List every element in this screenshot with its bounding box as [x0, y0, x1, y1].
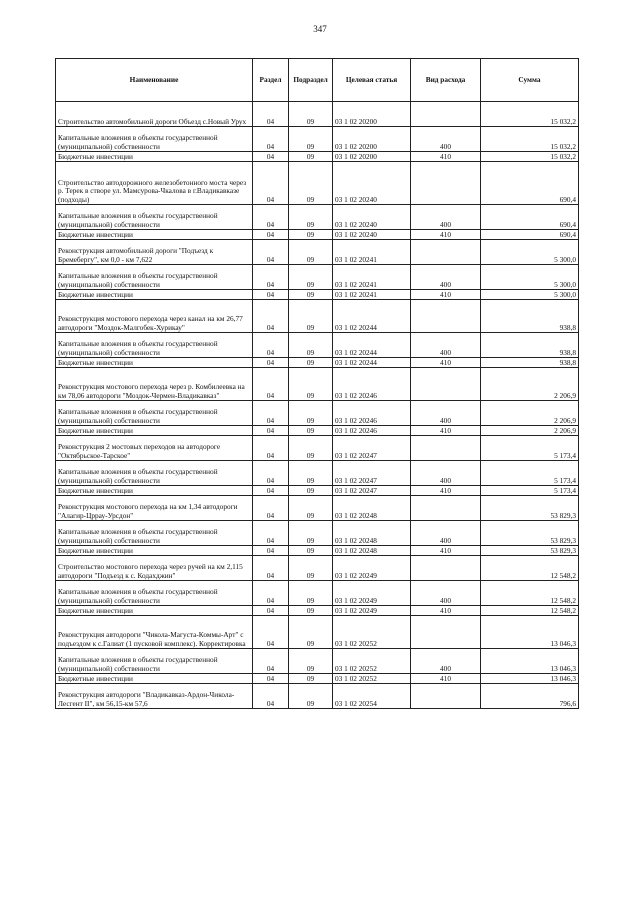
- row-subsection-cell: 09: [289, 486, 333, 496]
- row-expense-type-cell: [411, 436, 481, 461]
- row-subsection-cell: 09: [289, 368, 333, 401]
- row-name-cell: Реконструкция автомобильной дороги "Подъезд к Бремебергу", км 0,0 - км 7,622: [56, 240, 253, 265]
- row-expense-type-cell: [411, 300, 481, 333]
- row-article-cell: 03 1 02 20241: [333, 290, 411, 300]
- table-row: [56, 496, 579, 521]
- table-row: [56, 426, 579, 436]
- row-section-cell: 04: [253, 581, 289, 606]
- row-sum-cell: 690,4: [481, 205, 579, 230]
- table-row: [56, 127, 579, 152]
- row-section-cell: 04: [253, 436, 289, 461]
- row-subsection-cell: 09: [289, 333, 333, 358]
- row-name-cell: Строительство автодорожного железобетонного моста через р. Терек в створе ул. Мамсурова-Чкалова в г.Владикавказе (подходы): [56, 162, 253, 205]
- row-sum-cell: 13 046,3: [481, 649, 579, 674]
- table-row: [56, 674, 579, 684]
- row-article-cell: 03 1 02 20200: [333, 127, 411, 152]
- row-subsection-cell: 09: [289, 521, 333, 546]
- row-section-cell: 04: [253, 333, 289, 358]
- row-expense-type-cell: [411, 684, 481, 709]
- table-row: [56, 461, 579, 486]
- table-row: [56, 358, 579, 368]
- row-article-cell: 03 1 02 20200: [333, 152, 411, 162]
- row-expense-type-cell: 410: [411, 358, 481, 368]
- row-expense-type-cell: 400: [411, 521, 481, 546]
- row-name-cell: Капитальные вложения в объекты государственной (муниципальной) собственности: [56, 521, 253, 546]
- row-section-cell: 04: [253, 162, 289, 205]
- table-row: [56, 616, 579, 649]
- table-row: [56, 581, 579, 606]
- table-body: [56, 102, 579, 709]
- row-section-cell: 04: [253, 486, 289, 496]
- row-name-cell: Строительство мостового перехода через ручей на км 2,115 автодороги "Подъезд к с. Кодахджин": [56, 556, 253, 581]
- row-article-cell: 03 1 02 20246: [333, 368, 411, 401]
- row-sum-cell: 5 173,4: [481, 461, 579, 486]
- row-section-cell: 04: [253, 102, 289, 127]
- header-sum: Сумма: [481, 59, 579, 102]
- row-article-cell: 03 1 02 20248: [333, 496, 411, 521]
- row-name-cell: Реконструкция мостового перехода через р. Комбилеевка на км 78,06 автодороги "Моздок-Чермен-Владикавказ": [56, 368, 253, 401]
- row-article-cell: 03 1 02 20240: [333, 230, 411, 240]
- header-subsection: Подраздел: [289, 59, 333, 102]
- row-sum-cell: 15 032,2: [481, 127, 579, 152]
- row-article-cell: 03 1 02 20244: [333, 300, 411, 333]
- row-subsection-cell: 09: [289, 674, 333, 684]
- table-row: [56, 521, 579, 546]
- row-article-cell: 03 1 02 20249: [333, 556, 411, 581]
- row-sum-cell: 13 046,3: [481, 616, 579, 649]
- row-expense-type-cell: 400: [411, 333, 481, 358]
- row-sum-cell: 2 206,9: [481, 368, 579, 401]
- row-name-cell: Реконструкция автодороги "Владикавказ-Ардон-Чикола-Лесгент II", км 56,15-км 57,6: [56, 684, 253, 709]
- row-subsection-cell: 09: [289, 401, 333, 426]
- row-sum-cell: 15 032,2: [481, 152, 579, 162]
- row-section-cell: 04: [253, 152, 289, 162]
- row-expense-type-cell: [411, 162, 481, 205]
- table-row: [56, 162, 579, 205]
- row-article-cell: 03 1 02 20240: [333, 205, 411, 230]
- row-name-cell: Бюджетные инвестиции: [56, 546, 253, 556]
- row-section-cell: 04: [253, 358, 289, 368]
- row-sum-cell: 690,4: [481, 230, 579, 240]
- row-section-cell: 04: [253, 546, 289, 556]
- row-article-cell: 03 1 02 20247: [333, 486, 411, 496]
- row-subsection-cell: 09: [289, 581, 333, 606]
- row-sum-cell: 796,6: [481, 684, 579, 709]
- row-expense-type-cell: 400: [411, 461, 481, 486]
- row-section-cell: 04: [253, 230, 289, 240]
- row-sum-cell: 12 548,2: [481, 606, 579, 616]
- row-expense-type-cell: 410: [411, 230, 481, 240]
- row-expense-type-cell: 400: [411, 265, 481, 290]
- row-sum-cell: 13 046,3: [481, 674, 579, 684]
- row-name-cell: Реконструкция 2 мостовых переходов на автодороге "Октябрьское-Тарское": [56, 436, 253, 461]
- row-expense-type-cell: [411, 240, 481, 265]
- row-subsection-cell: 09: [289, 556, 333, 581]
- row-article-cell: 03 1 02 20244: [333, 358, 411, 368]
- row-subsection-cell: 09: [289, 240, 333, 265]
- row-sum-cell: 5 300,0: [481, 265, 579, 290]
- row-subsection-cell: 09: [289, 127, 333, 152]
- header-section: Раздел: [253, 59, 289, 102]
- row-subsection-cell: 09: [289, 461, 333, 486]
- row-article-cell: 03 1 02 20252: [333, 649, 411, 674]
- row-name-cell: Капитальные вложения в объекты государственной (муниципальной) собственности: [56, 581, 253, 606]
- table-row: [56, 546, 579, 556]
- row-article-cell: 03 1 02 20249: [333, 606, 411, 616]
- row-expense-type-cell: 410: [411, 486, 481, 496]
- row-subsection-cell: 09: [289, 290, 333, 300]
- row-article-cell: 03 1 02 20249: [333, 581, 411, 606]
- row-expense-type-cell: 410: [411, 546, 481, 556]
- row-article-cell: 03 1 02 20246: [333, 401, 411, 426]
- table-row: [56, 486, 579, 496]
- row-name-cell: Реконструкция автодороги "Чикола-Магуста-Коммы-Арт" с подъездом к с.Галиат (1 пусковой комплекс). Корректировка: [56, 616, 253, 649]
- row-sum-cell: 690,4: [481, 162, 579, 205]
- row-name-cell: Капитальные вложения в объекты государственной (муниципальной) собственности: [56, 265, 253, 290]
- row-subsection-cell: 09: [289, 230, 333, 240]
- row-article-cell: 03 1 02 20252: [333, 616, 411, 649]
- row-section-cell: 04: [253, 290, 289, 300]
- row-expense-type-cell: 410: [411, 674, 481, 684]
- row-name-cell: Бюджетные инвестиции: [56, 606, 253, 616]
- row-expense-type-cell: 400: [411, 127, 481, 152]
- row-article-cell: 03 1 02 20254: [333, 684, 411, 709]
- row-subsection-cell: 09: [289, 162, 333, 205]
- row-sum-cell: 938,8: [481, 333, 579, 358]
- row-section-cell: 04: [253, 265, 289, 290]
- row-name-cell: Бюджетные инвестиции: [56, 290, 253, 300]
- table-row: [56, 606, 579, 616]
- row-section-cell: 04: [253, 521, 289, 546]
- row-name-cell: Бюджетные инвестиции: [56, 358, 253, 368]
- row-name-cell: Капитальные вложения в объекты государственной (муниципальной) собственности: [56, 401, 253, 426]
- row-name-cell: Капитальные вложения в объекты государственной (муниципальной) собственности: [56, 127, 253, 152]
- row-name-cell: Капитальные вложения в объекты государственной (муниципальной) собственности: [56, 461, 253, 486]
- table-row: [56, 333, 579, 358]
- table-row: [56, 290, 579, 300]
- row-article-cell: 03 1 02 20241: [333, 240, 411, 265]
- row-article-cell: 03 1 02 20248: [333, 521, 411, 546]
- row-sum-cell: 12 548,2: [481, 556, 579, 581]
- row-subsection-cell: 09: [289, 265, 333, 290]
- row-subsection-cell: 09: [289, 649, 333, 674]
- row-subsection-cell: 09: [289, 300, 333, 333]
- row-section-cell: 04: [253, 401, 289, 426]
- row-article-cell: 03 1 02 20200: [333, 102, 411, 127]
- row-subsection-cell: 09: [289, 205, 333, 230]
- row-section-cell: 04: [253, 127, 289, 152]
- row-sum-cell: 938,8: [481, 358, 579, 368]
- row-subsection-cell: 09: [289, 496, 333, 521]
- row-section-cell: 04: [253, 300, 289, 333]
- row-name-cell: Строительство автомобильной дороги Объезд с.Новый Урух: [56, 102, 253, 127]
- row-sum-cell: 15 032,2: [481, 102, 579, 127]
- row-section-cell: 04: [253, 426, 289, 436]
- table-row: [56, 649, 579, 674]
- table-row: [56, 102, 579, 127]
- row-article-cell: 03 1 02 20252: [333, 674, 411, 684]
- row-name-cell: Капитальные вложения в объекты государственной (муниципальной) собственности: [56, 333, 253, 358]
- row-subsection-cell: 09: [289, 606, 333, 616]
- row-subsection-cell: 09: [289, 616, 333, 649]
- row-expense-type-cell: [411, 616, 481, 649]
- row-sum-cell: 5 173,4: [481, 436, 579, 461]
- row-subsection-cell: 09: [289, 426, 333, 436]
- row-subsection-cell: 09: [289, 358, 333, 368]
- row-section-cell: 04: [253, 461, 289, 486]
- row-expense-type-cell: 400: [411, 649, 481, 674]
- row-expense-type-cell: 410: [411, 606, 481, 616]
- row-subsection-cell: 09: [289, 546, 333, 556]
- row-name-cell: Бюджетные инвестиции: [56, 486, 253, 496]
- row-expense-type-cell: 400: [411, 401, 481, 426]
- row-subsection-cell: 09: [289, 684, 333, 709]
- row-expense-type-cell: 400: [411, 205, 481, 230]
- row-expense-type-cell: [411, 368, 481, 401]
- row-article-cell: 03 1 02 20244: [333, 333, 411, 358]
- row-name-cell: Реконструкция мостового перехода на км 1,34 автодороги "Алагир-Цррау-Урсдон": [56, 496, 253, 521]
- row-section-cell: 04: [253, 556, 289, 581]
- row-section-cell: 04: [253, 240, 289, 265]
- header-target-article: Целевая статья: [333, 59, 411, 102]
- row-expense-type-cell: [411, 556, 481, 581]
- row-section-cell: 04: [253, 368, 289, 401]
- row-sum-cell: 53 829,3: [481, 496, 579, 521]
- row-section-cell: 04: [253, 674, 289, 684]
- row-expense-type-cell: 410: [411, 152, 481, 162]
- row-article-cell: 03 1 02 20247: [333, 461, 411, 486]
- row-name-cell: Бюджетные инвестиции: [56, 426, 253, 436]
- row-section-cell: 04: [253, 649, 289, 674]
- table-row: [56, 230, 579, 240]
- row-article-cell: 03 1 02 20241: [333, 265, 411, 290]
- table-row: [56, 436, 579, 461]
- table-row: [56, 265, 579, 290]
- table-row: [56, 401, 579, 426]
- row-expense-type-cell: 410: [411, 426, 481, 436]
- header-expense-type: Вид расхода: [411, 59, 481, 102]
- row-sum-cell: 2 206,9: [481, 426, 579, 436]
- row-article-cell: 03 1 02 20247: [333, 436, 411, 461]
- row-section-cell: 04: [253, 205, 289, 230]
- table-row: [56, 368, 579, 401]
- row-expense-type-cell: 400: [411, 581, 481, 606]
- row-expense-type-cell: [411, 102, 481, 127]
- row-name-cell: Бюджетные инвестиции: [56, 152, 253, 162]
- table-row: [56, 240, 579, 265]
- row-article-cell: 03 1 02 20240: [333, 162, 411, 205]
- table-row: [56, 300, 579, 333]
- row-article-cell: 03 1 02 20246: [333, 426, 411, 436]
- row-sum-cell: 5 173,4: [481, 486, 579, 496]
- header-name: Наименование: [56, 59, 253, 102]
- row-subsection-cell: 09: [289, 436, 333, 461]
- row-name-cell: Капитальные вложения в объекты государственной (муниципальной) собственности: [56, 649, 253, 674]
- row-sum-cell: 12 548,2: [481, 581, 579, 606]
- row-sum-cell: 2 206,9: [481, 401, 579, 426]
- table-row: [56, 152, 579, 162]
- table-row: [56, 556, 579, 581]
- row-subsection-cell: 09: [289, 102, 333, 127]
- row-sum-cell: 5 300,0: [481, 240, 579, 265]
- row-subsection-cell: 09: [289, 152, 333, 162]
- row-name-cell: Бюджетные инвестиции: [56, 230, 253, 240]
- row-sum-cell: 5 300,0: [481, 290, 579, 300]
- row-article-cell: 03 1 02 20248: [333, 546, 411, 556]
- table-header-row: [56, 59, 579, 102]
- row-section-cell: 04: [253, 496, 289, 521]
- row-name-cell: Капитальные вложения в объекты государственной (муниципальной) собственности: [56, 205, 253, 230]
- row-section-cell: 04: [253, 606, 289, 616]
- row-section-cell: 04: [253, 616, 289, 649]
- row-name-cell: Реконструкция мостового перехода через канал на км 26,77 автодороги "Моздок-Малгобек-Хурикау": [56, 300, 253, 333]
- row-sum-cell: 53 829,3: [481, 546, 579, 556]
- table-row: [56, 205, 579, 230]
- page-number: 347: [313, 24, 327, 34]
- row-sum-cell: 53 829,3: [481, 521, 579, 546]
- table-row: [56, 684, 579, 709]
- row-sum-cell: 938,8: [481, 300, 579, 333]
- row-section-cell: 04: [253, 684, 289, 709]
- row-expense-type-cell: [411, 496, 481, 521]
- budget-table: [55, 58, 579, 709]
- row-expense-type-cell: 410: [411, 290, 481, 300]
- row-name-cell: Бюджетные инвестиции: [56, 674, 253, 684]
